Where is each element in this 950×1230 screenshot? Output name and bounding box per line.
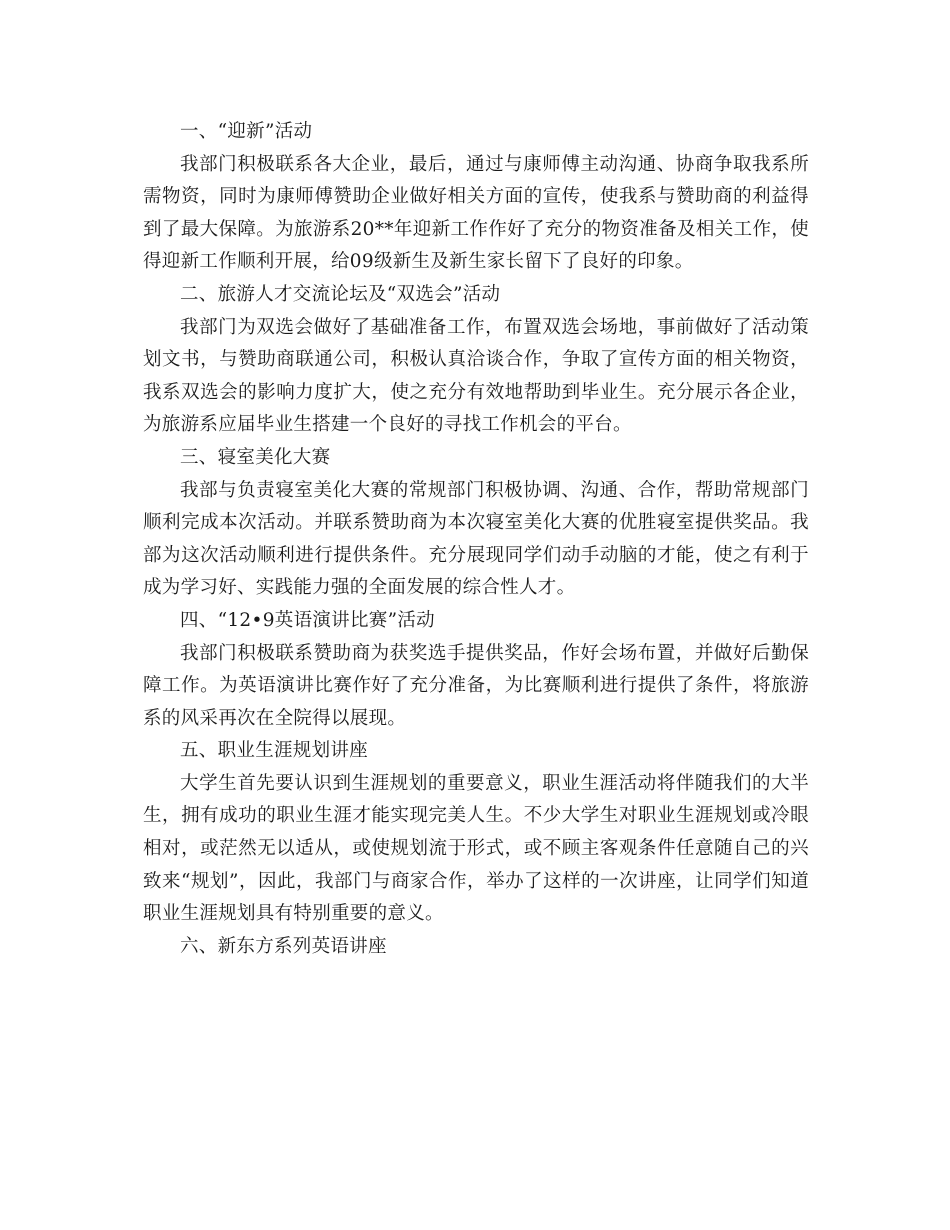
section-heading-5: 五、职业生涯规划讲座 [180,740,369,762]
section-body-1: 我部门积极联系各大企业，最后，通过与康师傅主动沟通、协商争取我系所需物资，同时为康师傅赞助企业做好相关方面的宣传，使我系与赞助商的利益得到了最大保障。为旅游系20**年迎新工作作好了充分的物资准备及相关工作，使得迎新工作顺利开展，给09级新生及新生家长留下了良好的印象。 [143,153,809,273]
section-heading-1: 一、“迎新”活动 [180,121,313,142]
section-body-4: 我部门积极联系赞助商为获奖选手提供奖品，作好会场布置，并做好后勤保障工作。为英语演讲比赛作好了充分准备，为比赛顺利进行提供了条件，将旅游系的风采再次在全院得以展现。 [143,642,809,729]
section-body-5: 大学生首先要认识到生涯规划的重要意义，职业生涯活动将伴随我们的大半生，拥有成功的职业生涯才能实现完美人生。不少大学生对职业生涯规划或冷眼相对，或茫然无以适从，或使规划流于形式，或不顾主客观条件任意随自己的兴致来“规划”，因此，我部门与商家合作，举办了这样的一次讲座，让同学们知道职业生涯规划具有特别重要的意义。 [143,772,809,925]
section-heading-2: 二、旅游人才交流论坛及“双选会”活动 [180,283,501,305]
section-body-3: 我部与负责寝室美化大赛的常规部门积极协调、沟通、合作，帮助常规部门顺利完成本次活动。并联系赞助商为本次寝室美化大赛的优胜寝室提供奖品。我部为这次活动顺利进行提供条件。充分展现同学们动手动脑的才能，使之有利于成为学习好、实践能力强的全面发展的综合性人才。 [143,479,809,599]
document-page [143,116,809,963]
section-heading-4: 四、“12•9英语演讲比赛”活动 [180,609,435,631]
section-heading-3: 三、寝室美化大赛 [180,446,331,468]
section-heading-6: 六、新东方系列英语讲座 [180,935,387,957]
section-body-2: 我部门为双选会做好了基础准备工作，布置双选会场地，事前做好了活动策划文书，与赞助商联通公司，积极认真洽谈合作，争取了宣传方面的相关物资，我系双选会的影响力度扩大，使之充分有效地帮助到毕业生。充分展示各企业，为旅游系应届毕业生搭建一个良好的寻找工作机会的平台。 [143,316,809,436]
